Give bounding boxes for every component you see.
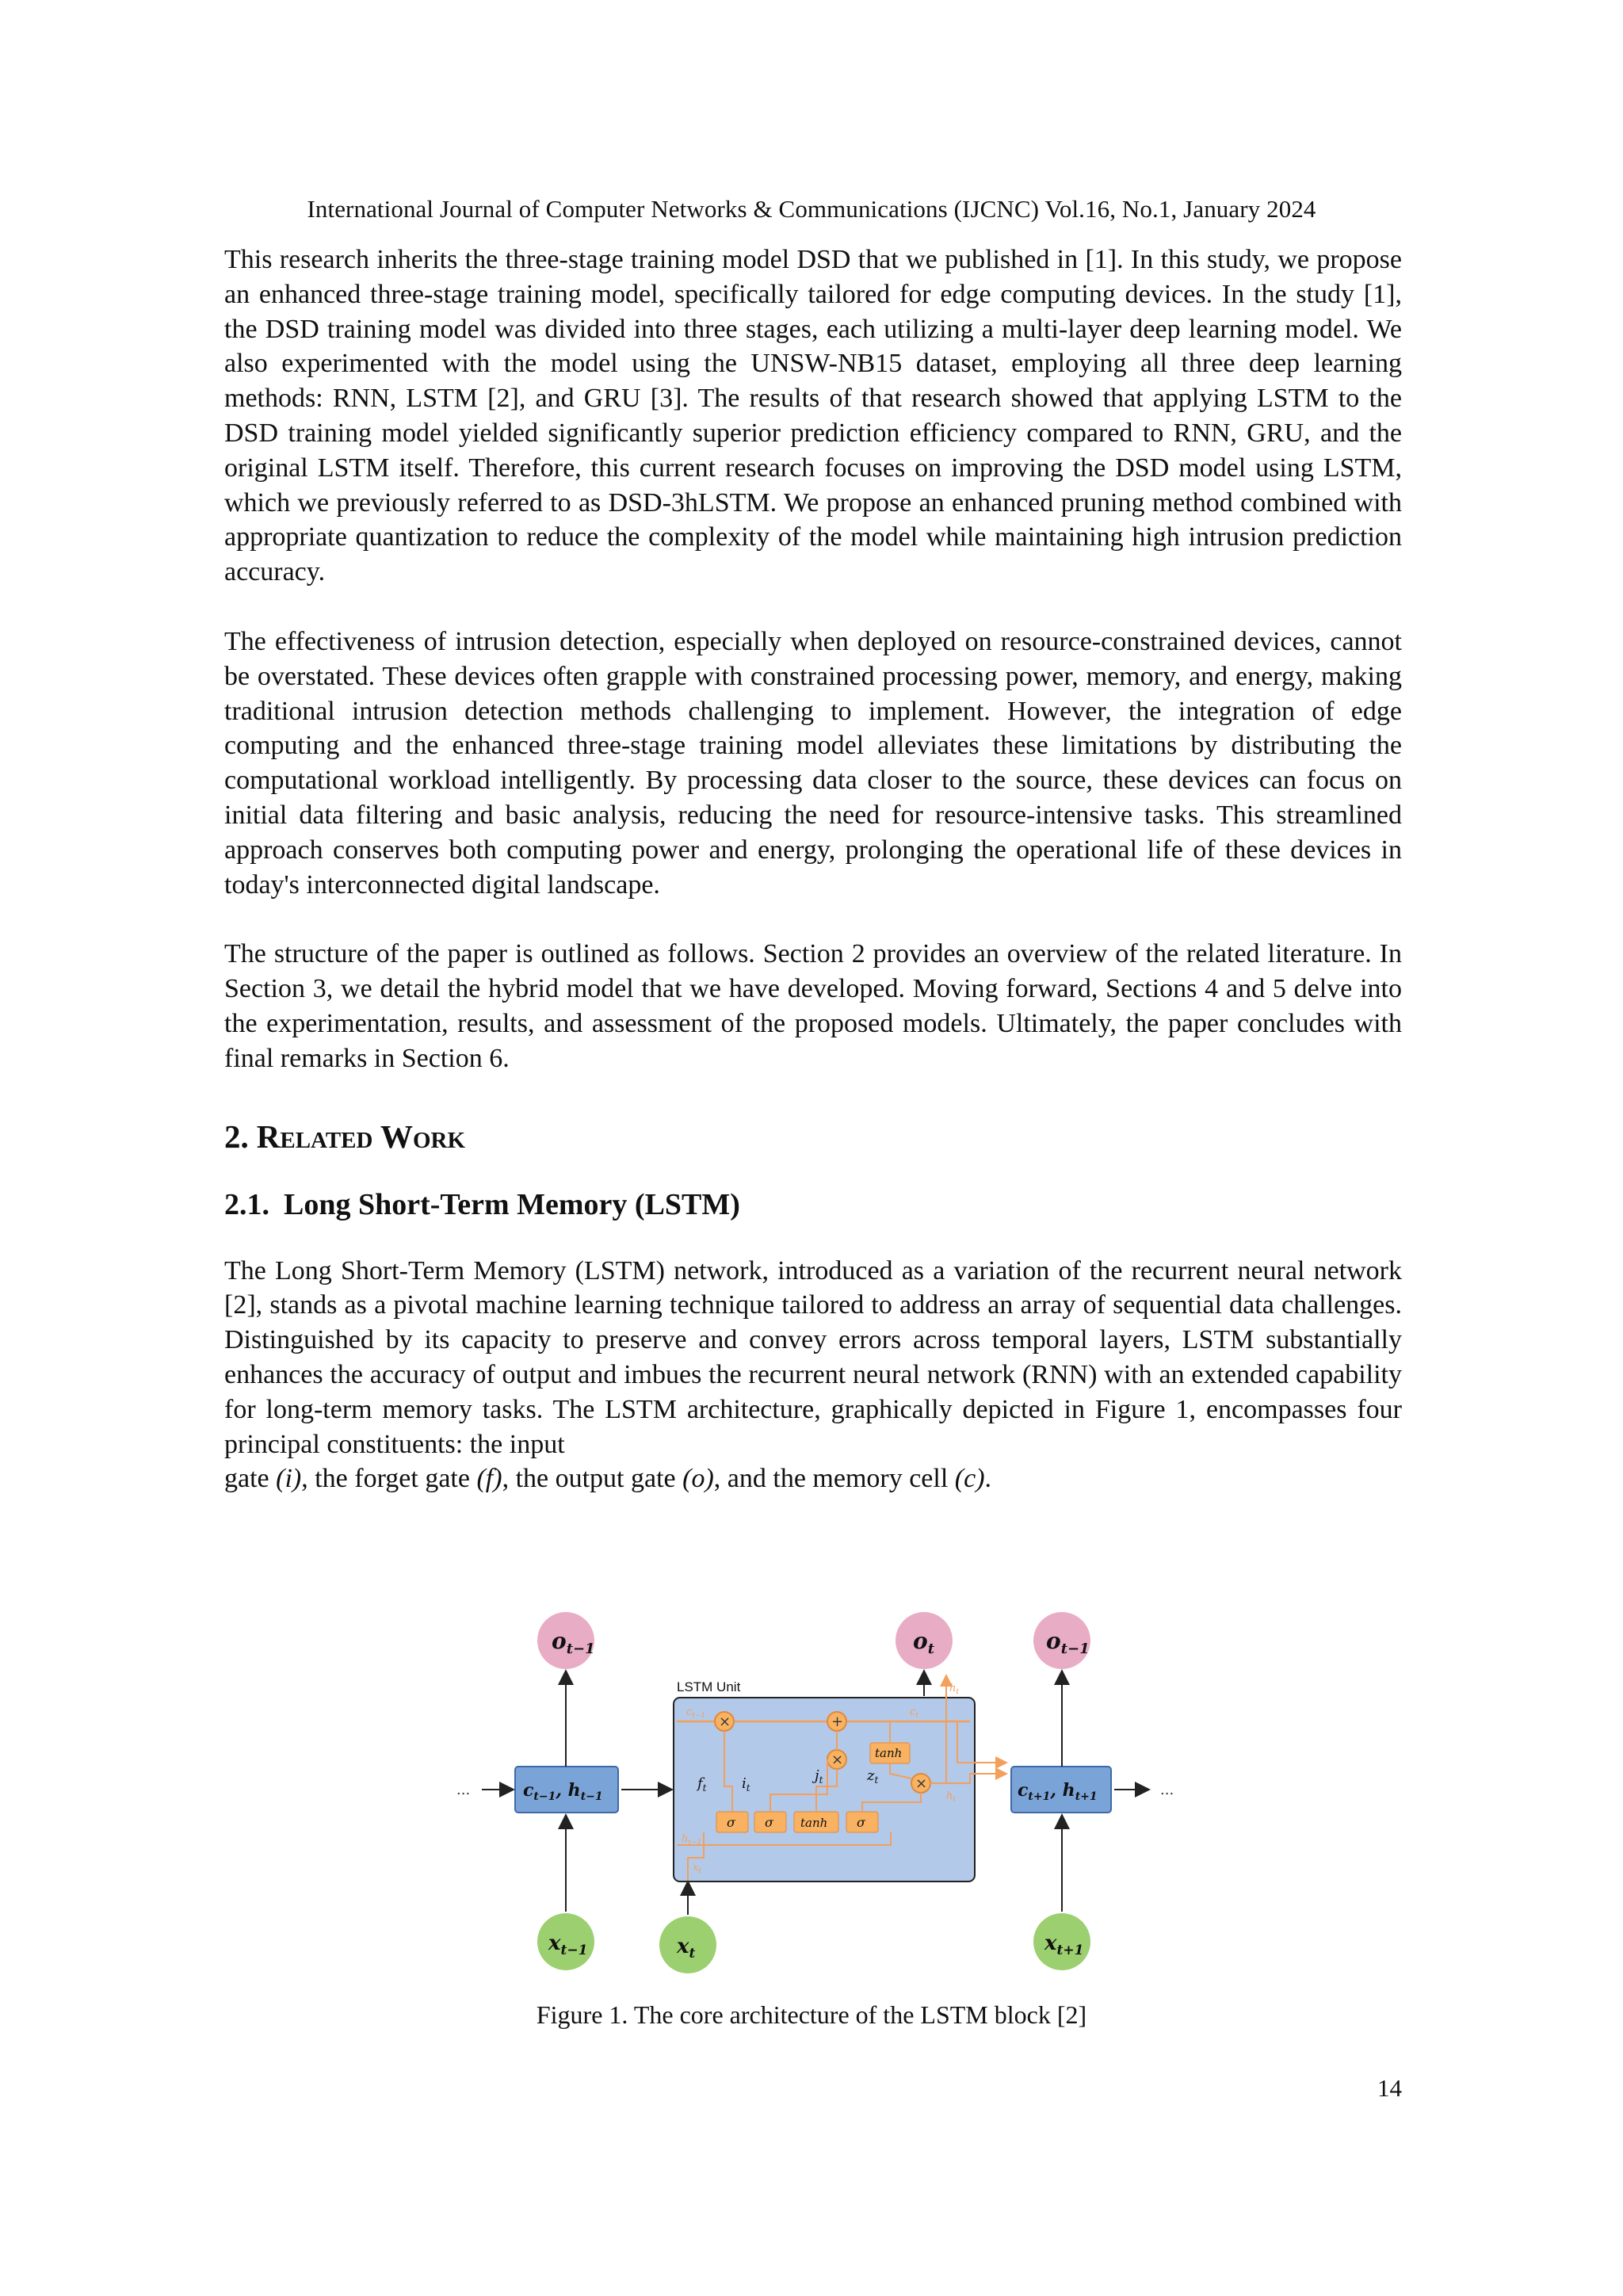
cell-state-out-label: $c_t$ bbox=[910, 1706, 918, 1720]
input-node-current-label: $x_t$ bbox=[677, 1935, 696, 1962]
figure-caption: Figure 1. The core architecture of the LSTM block [2] bbox=[536, 2000, 1087, 2029]
state-box-prev-label: $c_{t-1}$, $h_{t-1}$ bbox=[523, 1780, 603, 1803]
cell-add-symbol: + bbox=[831, 1713, 844, 1730]
paragraph-intro-2: The effectiveness of intrusion detection, especially when deployed on resource-constrained devices, cannot be overstated. These devices often grapple with constrained processing power, memory, and energy, making traditional intrusion detection methods challenging to implement. However, the integration of edge computing and the enhanced three-stage training model alleviates these limitations by distributing the computational workload intelligently. By processing data closer to the source, these devices can focus on initial data filtering and basic analysis, reducing the need for resource-intensive tasks. This streamlined approach conserves both computing power and energy, prolonging the operational life of these devices in today's interconnected digital landscape. bbox=[224, 626, 1402, 900]
cell-tanh-label: tanh bbox=[875, 1746, 903, 1760]
input-node-next bbox=[1033, 1913, 1090, 1970]
paragraph-intro-3: The structure of the paper is outlined as follows. Section 2 provides an overview of the related literature. In Section 3, we detail the hybrid model that we have developed. Moving forward, Sections 4 and 5 delve into the experimentation, results, and assessment of the proposed models. Ultimately, the paper concludes with final remarks in Section 6. bbox=[224, 939, 1402, 1073]
input-multiply-symbol: × bbox=[831, 1752, 844, 1768]
output-node-prev-label: $o_{t-1}$ bbox=[552, 1628, 595, 1657]
jt-label: $j_t$ bbox=[815, 1767, 823, 1786]
cell-state-in-label: $c_{t-1}$ bbox=[686, 1706, 706, 1720]
paragraph-lstm-output: , the output gate bbox=[502, 1464, 676, 1494]
forget-gate-sigma-label: σ bbox=[727, 1815, 735, 1830]
ellipsis-left: ... bbox=[456, 1782, 471, 1798]
output-multiply-symbol: × bbox=[915, 1775, 928, 1792]
input-gate-symbol: (i) bbox=[276, 1464, 302, 1494]
ellipsis-right: ... bbox=[1160, 1782, 1174, 1798]
paragraph-lstm-memory: , and the memory cell bbox=[713, 1464, 949, 1494]
hidden-in-label: $h_{t-1}$ bbox=[682, 1833, 702, 1847]
paragraph-lstm bbox=[224, 1254, 1402, 1497]
input-node-prev bbox=[537, 1913, 594, 1970]
ft-label: $f_t$ bbox=[697, 1775, 707, 1794]
paragraph-lstm-body: The Long Short-Term Memory (LSTM) network, introduced as a variation of the recurrent neural network [2], stands as a pivotal machine learning technique tailored to address an array of sequential data challenges. Distinguished by its capacity to preserve and convey errors across temporal layers, LSTM substantially enhances the accuracy of output and imbues the recurrent neural network (RNN) with an extended capability for long-term memory tasks. The LSTM architecture, graphically depicted in Figure 1, encompasses four principal constituents: the input bbox=[224, 1255, 1402, 1459]
section-title: Related Work bbox=[256, 1117, 466, 1155]
page-number: 14 bbox=[1377, 2074, 1402, 2102]
forget-gate-symbol: (f) bbox=[476, 1464, 502, 1494]
lstm-architecture-figure bbox=[450, 1604, 1179, 1977]
state-box-next-label: $c_{t+1}$, $h_{t+1}$ bbox=[1018, 1780, 1098, 1803]
paragraph-lstm-forget: , the forget gate bbox=[301, 1464, 470, 1494]
output-node-next-label: $o_{t-1}$ bbox=[1046, 1628, 1090, 1657]
subsection-heading-lstm bbox=[224, 1187, 1402, 1222]
subsection-number: 2.1. bbox=[224, 1187, 269, 1221]
page-body bbox=[224, 243, 1402, 1496]
forget-multiply-symbol: × bbox=[719, 1713, 731, 1730]
section-heading-related-work bbox=[224, 1117, 1402, 1156]
paragraph-lstm-end: . bbox=[984, 1464, 992, 1494]
hidden-out-label-2: $h_t$ bbox=[946, 1790, 956, 1804]
subsection-title: Long Short-Term Memory (LSTM) bbox=[284, 1187, 740, 1221]
input-gate-sigma-label: σ bbox=[765, 1815, 773, 1830]
output-gate-sigma-label: σ bbox=[857, 1815, 865, 1830]
lstm-unit-label: LSTM Unit bbox=[677, 1679, 741, 1694]
output-node-current-label: $o_t$ bbox=[913, 1628, 935, 1657]
running-header: International Journal of Computer Networks & Communications (IJCNC) Vol.16, No.1, January 2024 bbox=[307, 195, 1316, 223]
input-node-next-label: $x_{t+1}$ bbox=[1044, 1931, 1084, 1958]
candidate-tanh-label: tanh bbox=[800, 1816, 828, 1830]
paragraph-lstm-gate: gate bbox=[224, 1464, 269, 1494]
output-gate-symbol: (o) bbox=[682, 1464, 714, 1494]
hidden-out-label: $h_t$ bbox=[949, 1683, 959, 1696]
it-label: $i_t$ bbox=[742, 1775, 750, 1794]
paragraph-intro-1: This research inherits the three-stage training model DSD that we published in [1]. In this study, we propose an enhanced three-stage training model, specifically tailored for edge computing devices. In the study [1], the DSD training model was divided into three stages, each utilizing a multi-layer deep learning model. We also experimented with the model using the UNSW-NB15 dataset, employing all three deep learning methods: RNN, LSTM [2], and GRU [3]. The results of that research showed that applying LSTM to the DSD training model yielded significantly superior prediction efficiency compared to RNN, GRU, and the original LSTM itself. Therefore, this current research focuses on improving the DSD model using LSTM, which we previously referred to as DSD-3hLSTM. We propose an enhanced pruning method combined with appropriate quantization to reduce the complexity of the model while maintaining high intrusion prediction accuracy. bbox=[224, 245, 1402, 587]
memory-cell-symbol: (c) bbox=[954, 1464, 985, 1494]
section-number: 2. bbox=[224, 1117, 249, 1155]
zt-label: $z_t$ bbox=[867, 1767, 879, 1786]
x-in-label: $x_t$ bbox=[693, 1862, 701, 1875]
input-node-prev-label: $x_{t-1}$ bbox=[548, 1931, 588, 1958]
